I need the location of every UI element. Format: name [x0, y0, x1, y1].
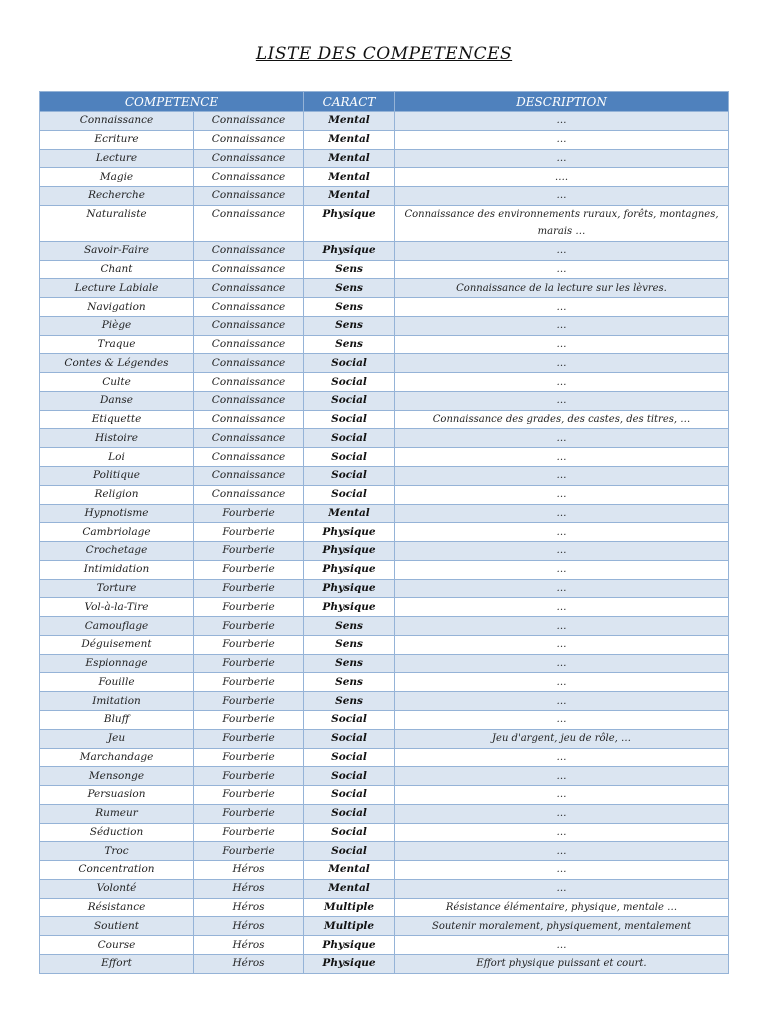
category-cell: Connaissance: [194, 279, 304, 298]
competence-name-cell: Persuasion: [40, 786, 194, 805]
table-row: [40, 729, 729, 748]
description-cell: …: [395, 467, 729, 486]
category-cell: Héros: [194, 898, 304, 917]
competence-name-cell: Espionnage: [40, 654, 194, 673]
competence-name-cell: Recherche: [40, 187, 194, 206]
category-cell: Connaissance: [194, 260, 304, 279]
competence-name-cell: Magie: [40, 168, 194, 187]
category-cell: Connaissance: [194, 112, 304, 131]
description-cell: …: [395, 804, 729, 823]
description-cell: …: [395, 149, 729, 168]
caract-cell: Social: [304, 410, 395, 429]
caract-cell: Sens: [304, 654, 395, 673]
competence-name-cell: Marchandage: [40, 748, 194, 767]
page-title: LISTE DES COMPETENCES: [255, 44, 513, 64]
caract-cell: Social: [304, 429, 395, 448]
category-cell: Connaissance: [194, 316, 304, 335]
description-cell: …: [395, 130, 729, 149]
caract-cell: Sens: [304, 316, 395, 335]
header-competence: COMPETENCE: [40, 92, 304, 112]
description-cell: …: [395, 673, 729, 692]
header-description: DESCRIPTION: [395, 92, 729, 112]
table-row: [40, 917, 729, 936]
category-cell: Fourberie: [194, 579, 304, 598]
competences-table: [39, 91, 729, 974]
table-row: [40, 205, 729, 241]
caract-cell: Physique: [304, 598, 395, 617]
table-row: [40, 635, 729, 654]
caract-cell: Social: [304, 485, 395, 504]
description-cell: …: [395, 786, 729, 805]
table-row: [40, 842, 729, 861]
category-cell: Fourberie: [194, 786, 304, 805]
caract-cell: Social: [304, 748, 395, 767]
category-cell: Fourberie: [194, 692, 304, 711]
category-cell: Connaissance: [194, 241, 304, 260]
table-row: [40, 560, 729, 579]
competence-name-cell: Séduction: [40, 823, 194, 842]
category-cell: Fourberie: [194, 654, 304, 673]
table-row: [40, 579, 729, 598]
caract-cell: Multiple: [304, 917, 395, 936]
table-body: [40, 112, 729, 974]
table-row: [40, 673, 729, 692]
caract-cell: Social: [304, 767, 395, 786]
category-cell: Fourberie: [194, 598, 304, 617]
table-row: [40, 112, 729, 131]
table-row: [40, 748, 729, 767]
competence-name-cell: Course: [40, 936, 194, 955]
category-cell: Héros: [194, 861, 304, 880]
table-row: [40, 149, 729, 168]
description-cell: …: [395, 429, 729, 448]
table-row: [40, 467, 729, 486]
table-row: [40, 391, 729, 410]
description-cell: ….: [395, 168, 729, 187]
category-cell: Fourberie: [194, 617, 304, 636]
table-row: [40, 429, 729, 448]
category-cell: Fourberie: [194, 767, 304, 786]
competence-name-cell: Imitation: [40, 692, 194, 711]
description-cell: …: [395, 560, 729, 579]
category-cell: Connaissance: [194, 429, 304, 448]
competence-name-cell: Volonté: [40, 879, 194, 898]
competence-name-cell: Bluff: [40, 710, 194, 729]
caract-cell: Social: [304, 823, 395, 842]
category-cell: Fourberie: [194, 710, 304, 729]
category-cell: Fourberie: [194, 729, 304, 748]
description-cell: Soutenir moralement, physiquement, mentalement: [395, 917, 729, 936]
table-row: [40, 485, 729, 504]
description-cell: Effort physique puissant et court.: [395, 954, 729, 973]
caract-cell: Sens: [304, 635, 395, 654]
competence-name-cell: Camouflage: [40, 617, 194, 636]
table-row: [40, 710, 729, 729]
description-cell: …: [395, 373, 729, 392]
category-cell: Connaissance: [194, 298, 304, 317]
category-cell: Connaissance: [194, 149, 304, 168]
category-cell: Fourberie: [194, 673, 304, 692]
table-row: [40, 523, 729, 542]
description-cell: …: [395, 617, 729, 636]
table-row: [40, 804, 729, 823]
table-row: [40, 354, 729, 373]
caract-cell: Social: [304, 467, 395, 486]
category-cell: Fourberie: [194, 523, 304, 542]
competence-name-cell: Loi: [40, 448, 194, 467]
description-cell: …: [395, 523, 729, 542]
category-cell: Héros: [194, 954, 304, 973]
competence-name-cell: Danse: [40, 391, 194, 410]
category-cell: Fourberie: [194, 635, 304, 654]
competence-name-cell: Torture: [40, 579, 194, 598]
table-row: [40, 410, 729, 429]
category-cell: Connaissance: [194, 448, 304, 467]
competence-name-cell: Effort: [40, 954, 194, 973]
competence-name-cell: Lecture Labiale: [40, 279, 194, 298]
caract-cell: Social: [304, 354, 395, 373]
caract-cell: Social: [304, 391, 395, 410]
caract-cell: Sens: [304, 279, 395, 298]
category-cell: Connaissance: [194, 130, 304, 149]
table-row: [40, 542, 729, 561]
category-cell: Connaissance: [194, 485, 304, 504]
competence-name-cell: Déguisement: [40, 635, 194, 654]
description-cell: …: [395, 579, 729, 598]
competence-name-cell: Crochetage: [40, 542, 194, 561]
table-row: [40, 617, 729, 636]
competence-name-cell: Ecriture: [40, 130, 194, 149]
category-cell: Connaissance: [194, 335, 304, 354]
table-row: [40, 954, 729, 973]
competence-name-cell: Soutient: [40, 917, 194, 936]
description-cell: …: [395, 485, 729, 504]
competence-name-cell: Etiquette: [40, 410, 194, 429]
description-cell: …: [395, 504, 729, 523]
caract-cell: Physique: [304, 205, 395, 241]
description-cell: …: [395, 187, 729, 206]
caract-cell: Social: [304, 729, 395, 748]
description-cell: …: [395, 879, 729, 898]
category-cell: Connaissance: [194, 410, 304, 429]
competence-name-cell: Vol-à-la-Tire: [40, 598, 194, 617]
competence-name-cell: Concentration: [40, 861, 194, 880]
caract-cell: Physique: [304, 542, 395, 561]
description-cell: …: [395, 298, 729, 317]
description-cell: …: [395, 710, 729, 729]
caract-cell: Physique: [304, 936, 395, 955]
category-cell: Connaissance: [194, 467, 304, 486]
description-cell: …: [395, 748, 729, 767]
table-row: [40, 861, 729, 880]
competence-name-cell: Histoire: [40, 429, 194, 448]
table-row: [40, 448, 729, 467]
category-cell: Héros: [194, 936, 304, 955]
caract-cell: Physique: [304, 241, 395, 260]
competence-name-cell: Fouille: [40, 673, 194, 692]
description-cell: …: [395, 767, 729, 786]
caract-cell: Social: [304, 804, 395, 823]
category-cell: Connaissance: [194, 373, 304, 392]
table-row: [40, 823, 729, 842]
table-header-row: [40, 92, 729, 112]
caract-cell: Sens: [304, 298, 395, 317]
table-row: [40, 241, 729, 260]
description-cell: …: [395, 448, 729, 467]
table-row: [40, 692, 729, 711]
header-caract: CARACT: [304, 92, 395, 112]
description-cell: Connaissance de la lecture sur les lèvres.: [395, 279, 729, 298]
competence-name-cell: Naturaliste: [40, 205, 194, 241]
category-cell: Fourberie: [194, 804, 304, 823]
table-row: [40, 373, 729, 392]
description-cell: …: [395, 654, 729, 673]
category-cell: Héros: [194, 879, 304, 898]
table-row: [40, 335, 729, 354]
description-cell: …: [395, 241, 729, 260]
caract-cell: Sens: [304, 692, 395, 711]
description-cell: …: [395, 316, 729, 335]
description-cell: …: [395, 598, 729, 617]
caract-cell: Physique: [304, 523, 395, 542]
caract-cell: Multiple: [304, 898, 395, 917]
table-row: [40, 936, 729, 955]
competence-name-cell: Troc: [40, 842, 194, 861]
category-cell: Fourberie: [194, 748, 304, 767]
table-row: [40, 898, 729, 917]
caract-cell: Mental: [304, 149, 395, 168]
category-cell: Connaissance: [194, 354, 304, 373]
competence-name-cell: Chant: [40, 260, 194, 279]
category-cell: Fourberie: [194, 560, 304, 579]
competence-name-cell: Piège: [40, 316, 194, 335]
table-row: [40, 279, 729, 298]
competence-name-cell: Culte: [40, 373, 194, 392]
competence-name-cell: Mensonge: [40, 767, 194, 786]
description-cell: Jeu d'argent, jeu de rôle, …: [395, 729, 729, 748]
competence-name-cell: Cambriolage: [40, 523, 194, 542]
caract-cell: Mental: [304, 168, 395, 187]
caract-cell: Social: [304, 448, 395, 467]
table-row: [40, 316, 729, 335]
description-cell: …: [395, 391, 729, 410]
competence-name-cell: Savoir-Faire: [40, 241, 194, 260]
caract-cell: Mental: [304, 112, 395, 131]
table-row: [40, 879, 729, 898]
competence-name-cell: Intimidation: [40, 560, 194, 579]
caract-cell: Mental: [304, 130, 395, 149]
description-cell: Connaissance des environnements ruraux, forêts, montagnes, marais …: [395, 205, 729, 241]
category-cell: Connaissance: [194, 168, 304, 187]
description-cell: …: [395, 635, 729, 654]
competence-name-cell: Connaissance: [40, 112, 194, 131]
competence-name-cell: Rumeur: [40, 804, 194, 823]
caract-cell: Physique: [304, 560, 395, 579]
caract-cell: Sens: [304, 673, 395, 692]
caract-cell: Social: [304, 373, 395, 392]
category-cell: Connaissance: [194, 205, 304, 241]
description-cell: …: [395, 260, 729, 279]
description-cell: …: [395, 354, 729, 373]
competence-name-cell: Religion: [40, 485, 194, 504]
caract-cell: Physique: [304, 579, 395, 598]
caract-cell: Sens: [304, 260, 395, 279]
category-cell: Connaissance: [194, 391, 304, 410]
competence-name-cell: Contes & Légendes: [40, 354, 194, 373]
competence-name-cell: Lecture: [40, 149, 194, 168]
table-row: [40, 168, 729, 187]
table-row: [40, 504, 729, 523]
description-cell: …: [395, 842, 729, 861]
caract-cell: Sens: [304, 617, 395, 636]
category-cell: Héros: [194, 917, 304, 936]
caract-cell: Physique: [304, 954, 395, 973]
category-cell: Fourberie: [194, 842, 304, 861]
caract-cell: Social: [304, 710, 395, 729]
table-row: [40, 598, 729, 617]
category-cell: Fourberie: [194, 823, 304, 842]
description-cell: Résistance élémentaire, physique, mentale …: [395, 898, 729, 917]
caract-cell: Mental: [304, 879, 395, 898]
table-row: [40, 260, 729, 279]
competence-name-cell: Politique: [40, 467, 194, 486]
caract-cell: Social: [304, 786, 395, 805]
competence-name-cell: Résistance: [40, 898, 194, 917]
competence-name-cell: Traque: [40, 335, 194, 354]
description-cell: …: [395, 112, 729, 131]
description-cell: …: [395, 335, 729, 354]
category-cell: Fourberie: [194, 504, 304, 523]
table-row: [40, 187, 729, 206]
table-row: [40, 767, 729, 786]
table-row: [40, 130, 729, 149]
table-row: [40, 298, 729, 317]
description-cell: …: [395, 861, 729, 880]
description-cell: …: [395, 692, 729, 711]
description-cell: …: [395, 936, 729, 955]
caract-cell: Social: [304, 842, 395, 861]
category-cell: Connaissance: [194, 187, 304, 206]
description-cell: Connaissance des grades, des castes, des titres, …: [395, 410, 729, 429]
caract-cell: Mental: [304, 504, 395, 523]
description-cell: …: [395, 542, 729, 561]
category-cell: Fourberie: [194, 542, 304, 561]
caract-cell: Mental: [304, 861, 395, 880]
competence-name-cell: Jeu: [40, 729, 194, 748]
caract-cell: Mental: [304, 187, 395, 206]
caract-cell: Sens: [304, 335, 395, 354]
competence-name-cell: Hypnotisme: [40, 504, 194, 523]
description-cell: …: [395, 823, 729, 842]
table-row: [40, 786, 729, 805]
competence-name-cell: Navigation: [40, 298, 194, 317]
table-row: [40, 654, 729, 673]
